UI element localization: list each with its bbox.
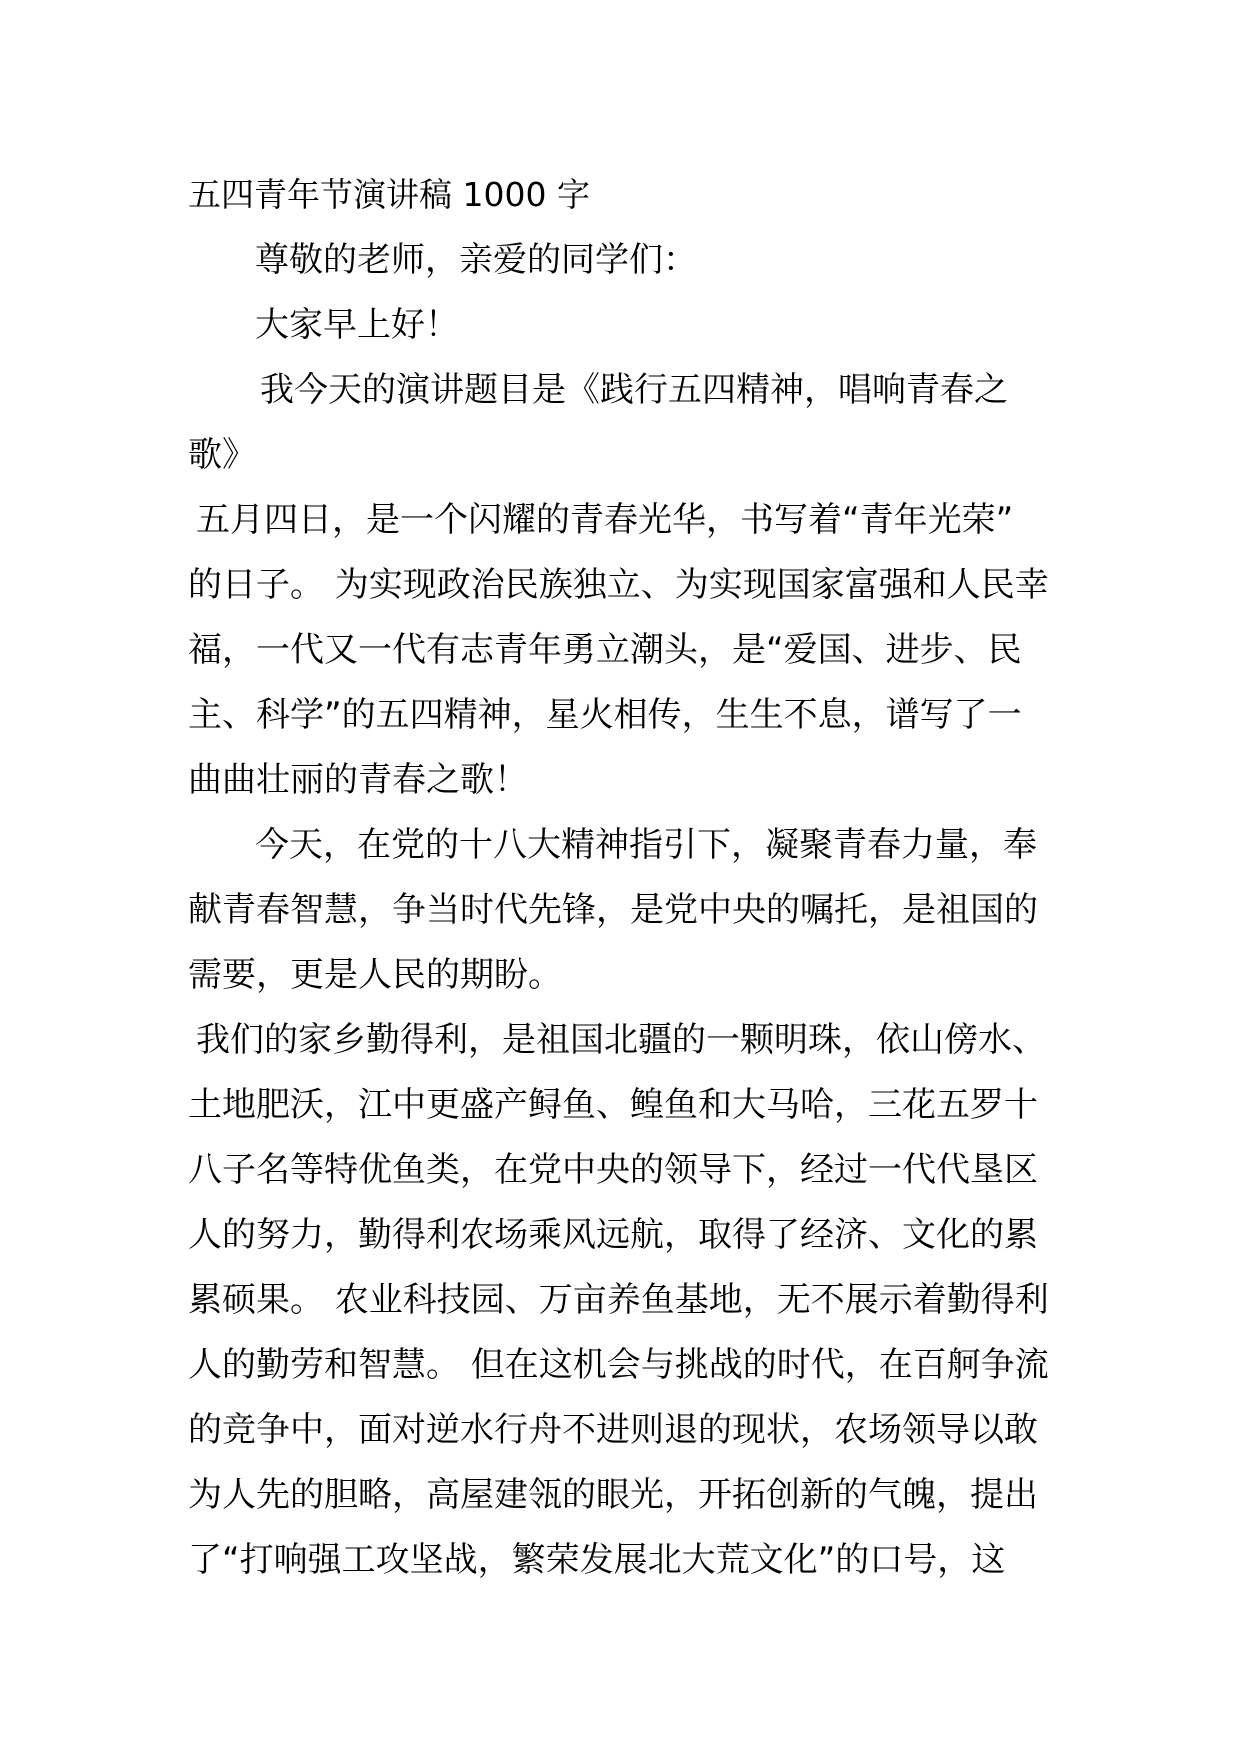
paragraph-line: 主、科学”的五四精神，星火相传，生生不息，谱写了一 (188, 695, 1022, 735)
paragraph-line: 我今天的演讲题目是《践行五四精神，唱响青春之 (260, 370, 1008, 410)
paragraph-line: 五月四日，是一个闪耀的青春光华，书写着“青年光荣” (196, 500, 1014, 540)
paragraph-line: 人的勤劳和智慧。 但在这机会与挑战的时代，在百舸争流 (188, 1345, 1049, 1385)
paragraph-line: 曲曲壮丽的青春之歌！ (188, 760, 528, 800)
paragraph-line: 的竞争中，面对逆水行舟不进则退的现状，农场领导以敢 (188, 1410, 1038, 1450)
paragraph-line: 累硕果。 农业科技园、万亩养鱼基地，无不展示着勤得利 (188, 1280, 1049, 1320)
paragraph-line: 需要，更是人民的期盼。 (188, 955, 562, 995)
salutation-line: 尊敬的老师，亲爱的同学们： (255, 240, 697, 280)
paragraph-line: 了“打响强工攻坚战，繁荣发展北大荒文化”的口号，这 (188, 1540, 1006, 1580)
paragraph-line: 的日子。 为实现政治民族独立、为实现国家富强和人民幸 (188, 565, 1049, 605)
greeting-line: 大家早上好！ (255, 305, 459, 345)
paragraph-line: 歌》 (188, 435, 256, 475)
paragraph-line: 献青春智慧，争当时代先锋，是党中央的嘱托，是祖国的 (188, 890, 1038, 930)
paragraph-line: 八子名等特优鱼类，在党中央的领导下，经过一代代垦区 (188, 1150, 1038, 1190)
document-title: 五四青年节演讲稿 1000 字 (188, 175, 590, 214)
paragraph-line: 我们的家乡勤得利，是祖国北疆的一颗明珠，依山傍水、 (196, 1020, 1046, 1060)
paragraph-line: 为人先的胆略，高屋建瓴的眼光，开拓创新的气魄，提出 (188, 1475, 1038, 1515)
paragraph-line: 人的努力，勤得利农场乘风远航，取得了经济、文化的累 (188, 1215, 1038, 1255)
paragraph-line: 福，一代又一代有志青年勇立潮头，是“爱国、进步、民 (188, 630, 1022, 670)
paragraph-line: 土地肥沃，江中更盛产鲟鱼、鳇鱼和大马哈，三花五罗十 (188, 1085, 1038, 1125)
paragraph-line: 今天，在党的十八大精神指引下，凝聚青春力量，奉 (255, 825, 1037, 865)
